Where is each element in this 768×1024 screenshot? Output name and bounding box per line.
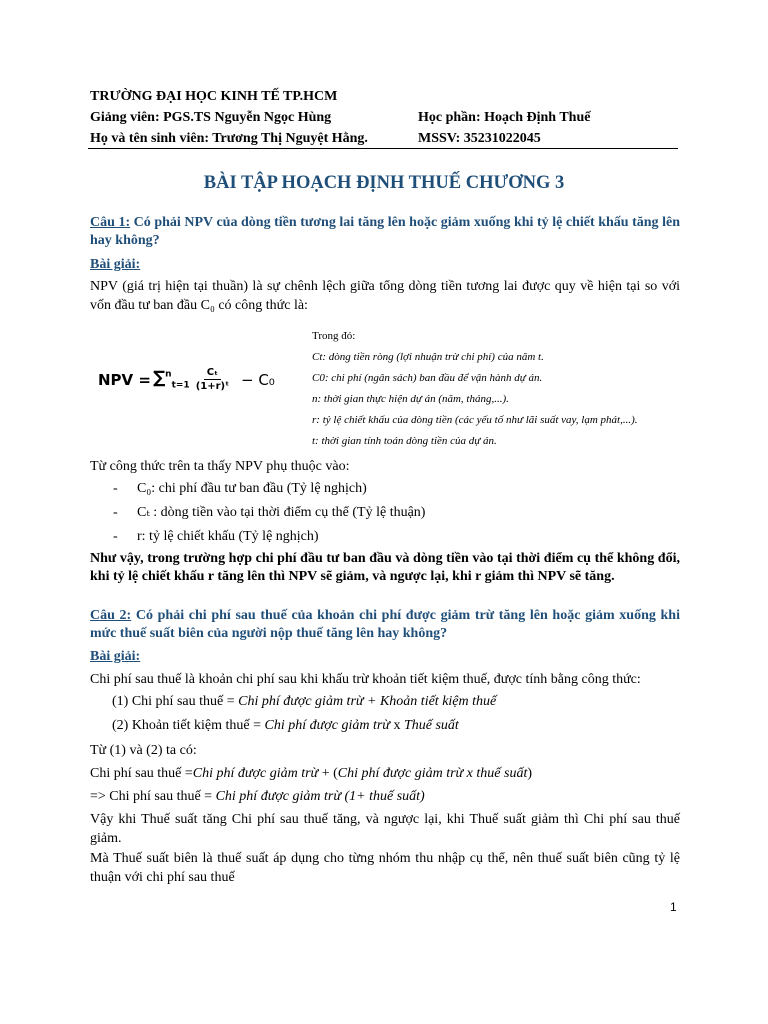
formula-lhs: NPV = (98, 370, 151, 389)
lecturer-line: Giảng viên: PGS.TS Nguyễn Ngọc Hùng (90, 110, 332, 125)
question-1 (90, 214, 680, 250)
note-item: n: thời gian thực hiện dự án (năm, tháng,...). (312, 393, 509, 405)
document-title: BÀI TẬP HOẠCH ĐỊNH THUẾ CHƯƠNG 3 (203, 173, 565, 193)
question-2-text: Có phải chi phí sau thuế của khoản chi phí được giảm trừ tăng lên hoặc giảm xuống khi mức thuế suất biên của người nộp thuế tăng lên hay không? (90, 608, 680, 641)
note-item: r: tỷ lệ chiết khấu của dòng tiền (các yếu tố như lãi suất vay, lạm phát,...). (312, 414, 638, 426)
school-name: TRƯỜNG ĐẠI HỌC KINH TẾ TP.HCM (90, 89, 338, 104)
note-item: t: thời gian tính toán dòng tiền của dự án. (312, 435, 497, 447)
formula-tail: − C₀ (240, 370, 275, 389)
notes-title: Trong đó: (312, 330, 356, 342)
formula-item-2: (2) Khoản tiết kiệm thuế = Chi phí được giảm trừ x Thuế suất (112, 718, 459, 733)
student-id-line: MSSV: 35231022045 (418, 131, 541, 146)
note-item: C0: chi phí (ngân sách) ban đầu để vận hành dự án. (312, 372, 543, 384)
bullet-item: - Cₜ : dòng tiền vào tại thời điểm cụ thể (Tỷ lệ thuận) (113, 505, 426, 520)
sigma-symbol: ∑$^n_{t=1}$ (152, 368, 190, 391)
formula-fraction (196, 367, 229, 392)
npv-formula (98, 367, 275, 392)
solution-1-label: Bài giải: (90, 257, 141, 272)
formula-notes (312, 326, 638, 452)
page-number: 1 (670, 900, 677, 914)
question-2 (90, 607, 680, 643)
question-1-text: Có phải NPV của dòng tiền tương lai tăng lên hoặc giảm xuống khi tỷ lệ chiết khấu tăng lên hay không? (90, 215, 681, 248)
derivation-eq-1: Chi phí sau thuế =Chi phí được giảm trừ + (Chi phí được giảm trừ x thuế suất) (90, 766, 533, 781)
q1-conclusion: Như vậy, trong trường hợp chi phí đầu tư ban đầu và dòng tiền vào tại thời điểm cụ thể không đổi, khi tỷ lệ chiết khấu r tăng lên thì NPV sẽ giảm, và ngược lại, khi r giảm thì NPV sẽ tăng. (90, 551, 680, 584)
fraction-denominator: (1+r)ᵗ (195, 381, 229, 392)
student-line: Họ và tên sinh viên: Trương Thị Nguyệt Hằng. (90, 131, 368, 146)
question-1-label: Câu 1: (90, 215, 131, 230)
q2-paragraph-1: Vậy khi Thuế suất tăng Chi phí sau thuế tăng, và ngược lại, khi Thuế suất giảm thì Chi phí sau thuế giảm. (90, 812, 680, 846)
bullet-item: - C₀: chi phí đầu tư ban đầu (Tỷ lệ nghịch) (113, 481, 367, 496)
bullet-item: - r: tỷ lệ chiết khấu (Tỷ lệ nghịch) (113, 529, 319, 544)
fraction-numerator: Cₜ (204, 367, 221, 380)
question-2-label: Câu 2: (90, 608, 132, 623)
course-line: Học phần: Hoạch Định Thuế (418, 110, 591, 125)
note-item: Ct: dòng tiền ròng (lợi nhuận trừ chi phí) của năm t. (312, 351, 544, 363)
q2-paragraph-2: Mà Thuế suất biên là thuế suất áp dụng cho từng nhóm thu nhập cụ thể, nên thuế suất biên cũng tỷ lệ thuận với chi phí sau thuế (90, 851, 680, 885)
derivation-eq-2: => Chi phí sau thuế = Chi phí được giảm trừ (1+ thuế suất) (90, 789, 425, 804)
formula-item-1: (1) Chi phí sau thuế = Chi phí được giảm trừ + Khoản tiết kiệm thuế (112, 694, 497, 709)
header-divider (88, 148, 678, 149)
depends-intro: Từ công thức trên ta thấy NPV phụ thuộc vào: (90, 459, 350, 474)
derivation-intro: Từ (1) và (2) ta có: (90, 743, 197, 758)
after-tax-intro: Chi phí sau thuế là khoản chi phí sau khi khấu trừ khoản tiết kiệm thuế, được tính bằng công thức: (90, 672, 641, 687)
npv-intro: NPV (giá trị hiện tại thuần) là sự chênh lệch giữa tổng dòng tiền tương lai được quy về hiện tại so với vốn đầu tư ban đầu C₀ có công thức là: (90, 279, 680, 313)
solution-2-label: Bài giải: (90, 649, 141, 664)
